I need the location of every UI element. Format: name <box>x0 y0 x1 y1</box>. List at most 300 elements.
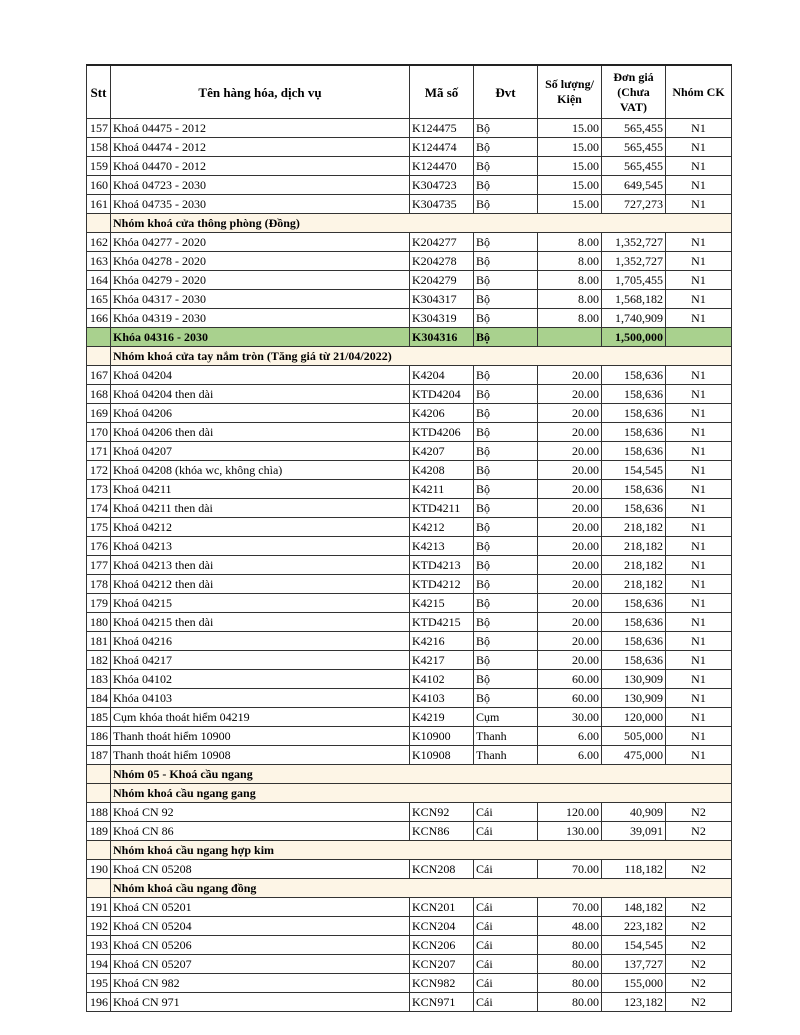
cell-group: N2 <box>666 974 732 993</box>
cell-group: N1 <box>666 195 732 214</box>
cell-name: Khoá 04204 <box>111 366 410 385</box>
table-row <box>87 993 732 1012</box>
cell-qty: 20.00 <box>538 613 602 632</box>
cell-name: Khoá 04212 then dài <box>111 575 410 594</box>
cell-name: Khóa 04277 - 2020 <box>111 233 410 252</box>
table-row <box>87 518 732 537</box>
cell-stt: 161 <box>87 195 111 214</box>
cell-code: KCN208 <box>410 860 474 879</box>
cell-qty: 8.00 <box>538 309 602 328</box>
cell-qty: 30.00 <box>538 708 602 727</box>
cell-name: Khóa 04103 <box>111 689 410 708</box>
table-row <box>87 632 732 651</box>
cell-unit: Bộ <box>474 689 538 708</box>
group-stt-cell <box>87 765 111 784</box>
cell-unit: Bộ <box>474 404 538 423</box>
cell-group: N2 <box>666 936 732 955</box>
cell-group: N1 <box>666 575 732 594</box>
cell-code: KCN204 <box>410 917 474 936</box>
cell-name: Khoá 04207 <box>111 442 410 461</box>
header-qty: Số lượng/ Kiện <box>538 65 602 119</box>
cell-name: Khoá CN 05206 <box>111 936 410 955</box>
cell-group: N1 <box>666 518 732 537</box>
cell-unit: Bộ <box>474 271 538 290</box>
cell-stt: 192 <box>87 917 111 936</box>
cell-qty: 20.00 <box>538 594 602 613</box>
cell-qty: 20.00 <box>538 404 602 423</box>
cell-unit: Cái <box>474 822 538 841</box>
cell-price: 118,182 <box>602 860 666 879</box>
cell-name: Khoá CN 982 <box>111 974 410 993</box>
table-row <box>87 537 732 556</box>
cell-group: N1 <box>666 556 732 575</box>
cell-qty: 20.00 <box>538 499 602 518</box>
cell-group: N1 <box>666 746 732 765</box>
cell-qty: 80.00 <box>538 993 602 1012</box>
group-stt-cell <box>87 879 111 898</box>
cell-price: 1,740,909 <box>602 309 666 328</box>
group-header-row <box>87 214 732 233</box>
cell-code: KCN206 <box>410 936 474 955</box>
table-row <box>87 613 732 632</box>
cell-code: K4216 <box>410 632 474 651</box>
table-row <box>87 385 732 404</box>
cell-qty: 20.00 <box>538 651 602 670</box>
cell-stt: 170 <box>87 423 111 442</box>
table-row <box>87 271 732 290</box>
cell-code: K304319 <box>410 309 474 328</box>
cell-code: KCN92 <box>410 803 474 822</box>
cell-stt: 186 <box>87 727 111 746</box>
cell-unit: Cái <box>474 993 538 1012</box>
cell-unit: Bộ <box>474 195 538 214</box>
cell-unit: Bộ <box>474 138 538 157</box>
cell-group: N1 <box>666 157 732 176</box>
cell-group: N1 <box>666 632 732 651</box>
cell-group: N1 <box>666 670 732 689</box>
cell-name: Khoá CN 05207 <box>111 955 410 974</box>
cell-name: Khóa 04279 - 2020 <box>111 271 410 290</box>
group-header-row <box>87 765 732 784</box>
cell-price: 154,545 <box>602 936 666 955</box>
cell-price: 218,182 <box>602 518 666 537</box>
cell-name: Khoá 04211 then dài <box>111 499 410 518</box>
cell-stt: 168 <box>87 385 111 404</box>
cell-stt: 182 <box>87 651 111 670</box>
cell-code: KTD4211 <box>410 499 474 518</box>
cell-qty: 130.00 <box>538 822 602 841</box>
cell-name: Khoá CN 05201 <box>111 898 410 917</box>
cell-stt: 174 <box>87 499 111 518</box>
cell-name: Khoá 04215 then dài <box>111 613 410 632</box>
table-row <box>87 746 732 765</box>
cell-unit: Cụm <box>474 708 538 727</box>
cell-stt: 166 <box>87 309 111 328</box>
cell-qty: 80.00 <box>538 955 602 974</box>
cell-price: 1,705,455 <box>602 271 666 290</box>
cell-price: 218,182 <box>602 556 666 575</box>
cell-price: 158,636 <box>602 499 666 518</box>
cell-stt: 165 <box>87 290 111 309</box>
cell-price: 158,636 <box>602 385 666 404</box>
table-row <box>87 138 732 157</box>
table-row <box>87 233 732 252</box>
cell-unit: Bộ <box>474 252 538 271</box>
cell-price: 218,182 <box>602 537 666 556</box>
group-stt-cell <box>87 347 111 366</box>
table-row <box>87 708 732 727</box>
cell-unit: Bộ <box>474 575 538 594</box>
cell-code: K124470 <box>410 157 474 176</box>
cell-stt <box>87 328 111 347</box>
cell-qty: 8.00 <box>538 233 602 252</box>
cell-price: 158,636 <box>602 366 666 385</box>
cell-price: 565,455 <box>602 138 666 157</box>
cell-name: Khoá 04213 <box>111 537 410 556</box>
cell-group: N1 <box>666 138 732 157</box>
cell-qty: 80.00 <box>538 936 602 955</box>
group-header-row <box>87 879 732 898</box>
cell-stt: 167 <box>87 366 111 385</box>
table-row <box>87 689 732 708</box>
cell-stt: 179 <box>87 594 111 613</box>
price-table <box>86 64 732 1012</box>
cell-unit: Bộ <box>474 670 538 689</box>
cell-code: K10908 <box>410 746 474 765</box>
cell-unit: Bộ <box>474 423 538 442</box>
cell-price: 565,455 <box>602 119 666 138</box>
table-row <box>87 898 732 917</box>
cell-code: K4215 <box>410 594 474 613</box>
cell-code: K4211 <box>410 480 474 499</box>
cell-stt: 171 <box>87 442 111 461</box>
cell-price: 123,182 <box>602 993 666 1012</box>
cell-qty: 8.00 <box>538 271 602 290</box>
cell-code: K4207 <box>410 442 474 461</box>
table-row <box>87 917 732 936</box>
cell-unit: Cái <box>474 955 538 974</box>
cell-group: N1 <box>666 727 732 746</box>
cell-code: K204278 <box>410 252 474 271</box>
cell-name: Khoá 04217 <box>111 651 410 670</box>
cell-unit: Bộ <box>474 556 538 575</box>
cell-name: Khoá 04475 - 2012 <box>111 119 410 138</box>
cell-qty: 20.00 <box>538 556 602 575</box>
cell-code: K204279 <box>410 271 474 290</box>
cell-price: 158,636 <box>602 423 666 442</box>
group-label: Nhóm 05 - Khoá cầu ngang <box>111 765 732 784</box>
cell-group: N2 <box>666 955 732 974</box>
cell-code: KTD4215 <box>410 613 474 632</box>
group-stt-cell <box>87 214 111 233</box>
price-list-sheet <box>86 64 731 1012</box>
cell-qty: 20.00 <box>538 575 602 594</box>
cell-price: 1,568,182 <box>602 290 666 309</box>
cell-code: K10900 <box>410 727 474 746</box>
table-row <box>87 651 732 670</box>
header-row <box>87 65 732 119</box>
cell-qty: 20.00 <box>538 385 602 404</box>
cell-stt: 176 <box>87 537 111 556</box>
cell-price: 40,909 <box>602 803 666 822</box>
cell-name: Khóa 04278 - 2020 <box>111 252 410 271</box>
cell-price: 649,545 <box>602 176 666 195</box>
cell-group: N1 <box>666 271 732 290</box>
cell-name: Khóa 04317 - 2030 <box>111 290 410 309</box>
cell-code: K4103 <box>410 689 474 708</box>
cell-qty: 20.00 <box>538 518 602 537</box>
group-label: Nhóm khoá cửa tay nắm tròn (Tăng giá từ 21/04/2022) <box>111 347 732 366</box>
cell-unit: Thanh <box>474 746 538 765</box>
group-header-row <box>87 784 732 803</box>
cell-unit: Bộ <box>474 119 538 138</box>
cell-code: K124474 <box>410 138 474 157</box>
cell-group: N2 <box>666 822 732 841</box>
cell-unit: Cái <box>474 898 538 917</box>
cell-price: 158,636 <box>602 632 666 651</box>
cell-qty: 60.00 <box>538 689 602 708</box>
cell-stt: 180 <box>87 613 111 632</box>
cell-name: Khoá 04474 - 2012 <box>111 138 410 157</box>
group-stt-cell <box>87 841 111 860</box>
cell-code: K204277 <box>410 233 474 252</box>
cell-price: 137,727 <box>602 955 666 974</box>
cell-name: Khoá 04213 then dài <box>111 556 410 575</box>
group-header-row <box>87 347 732 366</box>
cell-price: 158,636 <box>602 404 666 423</box>
cell-group: N1 <box>666 423 732 442</box>
cell-stt: 175 <box>87 518 111 537</box>
table-row <box>87 803 732 822</box>
cell-price: 1,352,727 <box>602 233 666 252</box>
cell-group: N2 <box>666 993 732 1012</box>
cell-code: K304316 <box>410 328 474 347</box>
table-row <box>87 670 732 689</box>
cell-unit: Bộ <box>474 366 538 385</box>
cell-price: 1,500,000 <box>602 328 666 347</box>
cell-stt: 181 <box>87 632 111 651</box>
cell-qty: 15.00 <box>538 119 602 138</box>
cell-code: K304735 <box>410 195 474 214</box>
table-row <box>87 461 732 480</box>
cell-group: N2 <box>666 898 732 917</box>
cell-code: KCN207 <box>410 955 474 974</box>
cell-code: K4102 <box>410 670 474 689</box>
cell-unit: Cái <box>474 803 538 822</box>
cell-name: Khoá CN 92 <box>111 803 410 822</box>
cell-price: 475,000 <box>602 746 666 765</box>
cell-name: Cụm khóa thoát hiểm 04219 <box>111 708 410 727</box>
cell-code: KTD4213 <box>410 556 474 575</box>
cell-stt: 159 <box>87 157 111 176</box>
cell-code: K4204 <box>410 366 474 385</box>
cell-group: N1 <box>666 594 732 613</box>
table-row <box>87 822 732 841</box>
cell-unit: Cái <box>474 974 538 993</box>
cell-group: N1 <box>666 499 732 518</box>
cell-name: Khoá 04206 <box>111 404 410 423</box>
cell-code: K124475 <box>410 119 474 138</box>
cell-stt: 177 <box>87 556 111 575</box>
table-row <box>87 575 732 594</box>
cell-price: 130,909 <box>602 670 666 689</box>
cell-code: K4208 <box>410 461 474 480</box>
cell-unit: Bộ <box>474 290 538 309</box>
cell-code: K4217 <box>410 651 474 670</box>
cell-name: Khoá 04208 (khóa wc, không chìa) <box>111 461 410 480</box>
cell-code: KTD4204 <box>410 385 474 404</box>
cell-group: N1 <box>666 290 732 309</box>
cell-qty: 8.00 <box>538 290 602 309</box>
cell-stt: 188 <box>87 803 111 822</box>
cell-qty: 80.00 <box>538 974 602 993</box>
table-row <box>87 727 732 746</box>
cell-qty: 70.00 <box>538 898 602 917</box>
group-label: Nhóm khoá cầu ngang gang <box>111 784 732 803</box>
table-row <box>87 119 732 138</box>
cell-name: Thanh thoát hiểm 10900 <box>111 727 410 746</box>
cell-qty: 15.00 <box>538 176 602 195</box>
cell-qty: 120.00 <box>538 803 602 822</box>
cell-qty: 60.00 <box>538 670 602 689</box>
cell-group <box>666 328 732 347</box>
cell-stt: 189 <box>87 822 111 841</box>
cell-stt: 196 <box>87 993 111 1012</box>
cell-code: K4213 <box>410 537 474 556</box>
cell-name: Khoá 04723 - 2030 <box>111 176 410 195</box>
group-header-row <box>87 841 732 860</box>
cell-unit: Bộ <box>474 385 538 404</box>
cell-price: 1,352,727 <box>602 252 666 271</box>
table-row <box>87 556 732 575</box>
cell-group: N1 <box>666 651 732 670</box>
cell-code: K304317 <box>410 290 474 309</box>
group-label: Nhóm khoá cầu ngang đồng <box>111 879 732 898</box>
cell-unit: Cái <box>474 860 538 879</box>
cell-price: 727,273 <box>602 195 666 214</box>
cell-code: KCN86 <box>410 822 474 841</box>
cell-stt: 191 <box>87 898 111 917</box>
cell-price: 158,636 <box>602 480 666 499</box>
cell-qty: 15.00 <box>538 195 602 214</box>
cell-qty <box>538 328 602 347</box>
cell-qty: 20.00 <box>538 423 602 442</box>
cell-code: KCN971 <box>410 993 474 1012</box>
table-row <box>87 480 732 499</box>
cell-code: K4212 <box>410 518 474 537</box>
cell-stt: 190 <box>87 860 111 879</box>
cell-group: N1 <box>666 404 732 423</box>
cell-unit: Bộ <box>474 499 538 518</box>
table-row <box>87 594 732 613</box>
cell-qty: 15.00 <box>538 157 602 176</box>
cell-stt: 184 <box>87 689 111 708</box>
cell-unit: Bộ <box>474 613 538 632</box>
cell-price: 155,000 <box>602 974 666 993</box>
table-row <box>87 157 732 176</box>
cell-unit: Thanh <box>474 727 538 746</box>
table-body <box>87 119 732 1012</box>
cell-group: N1 <box>666 537 732 556</box>
cell-stt: 163 <box>87 252 111 271</box>
table-row <box>87 252 732 271</box>
cell-qty: 6.00 <box>538 727 602 746</box>
cell-unit: Bộ <box>474 651 538 670</box>
cell-name: Thanh thoát hiểm 10908 <box>111 746 410 765</box>
cell-group: N1 <box>666 366 732 385</box>
cell-price: 565,455 <box>602 157 666 176</box>
cell-stt: 172 <box>87 461 111 480</box>
cell-qty: 20.00 <box>538 537 602 556</box>
cell-qty: 20.00 <box>538 366 602 385</box>
table-row <box>87 936 732 955</box>
highlighted-row <box>87 328 732 347</box>
cell-code: K4219 <box>410 708 474 727</box>
table-row <box>87 290 732 309</box>
cell-unit: Bộ <box>474 176 538 195</box>
header-price: Đơn giá (Chưa VAT) <box>602 65 666 119</box>
cell-qty: 15.00 <box>538 138 602 157</box>
cell-price: 158,636 <box>602 442 666 461</box>
header-stt: Stt <box>87 65 111 119</box>
cell-unit: Bộ <box>474 157 538 176</box>
cell-unit: Cái <box>474 917 538 936</box>
header-name: Tên hàng hóa, dịch vụ <box>111 65 410 119</box>
table-row <box>87 366 732 385</box>
cell-group: N2 <box>666 803 732 822</box>
cell-name: Khóa 04102 <box>111 670 410 689</box>
group-stt-cell <box>87 784 111 803</box>
cell-name: Khoá 04470 - 2012 <box>111 157 410 176</box>
cell-group: N1 <box>666 233 732 252</box>
cell-unit: Bộ <box>474 632 538 651</box>
cell-unit: Bộ <box>474 461 538 480</box>
cell-unit: Bộ <box>474 233 538 252</box>
cell-stt: 169 <box>87 404 111 423</box>
cell-group: N1 <box>666 708 732 727</box>
header-unit: Đvt <box>474 65 538 119</box>
table-row <box>87 860 732 879</box>
group-label: Nhóm khoá cửa thông phòng (Đồng) <box>111 214 732 233</box>
cell-group: N1 <box>666 442 732 461</box>
cell-code: K4206 <box>410 404 474 423</box>
cell-qty: 6.00 <box>538 746 602 765</box>
cell-name: Khoá 04206 then dài <box>111 423 410 442</box>
cell-qty: 20.00 <box>538 480 602 499</box>
cell-code: KTD4212 <box>410 575 474 594</box>
cell-price: 148,182 <box>602 898 666 917</box>
header-code: Mã số <box>410 65 474 119</box>
cell-unit: Bộ <box>474 537 538 556</box>
cell-unit: Bộ <box>474 480 538 499</box>
cell-name: Khoá 04735 - 2030 <box>111 195 410 214</box>
cell-stt: 158 <box>87 138 111 157</box>
cell-group: N1 <box>666 461 732 480</box>
cell-group: N2 <box>666 917 732 936</box>
group-label: Nhóm khoá cầu ngang hợp kim <box>111 841 732 860</box>
cell-price: 223,182 <box>602 917 666 936</box>
cell-price: 158,636 <box>602 613 666 632</box>
cell-group: N1 <box>666 119 732 138</box>
cell-unit: Bộ <box>474 328 538 347</box>
table-row <box>87 955 732 974</box>
table-row <box>87 974 732 993</box>
cell-price: 505,000 <box>602 727 666 746</box>
cell-stt: 162 <box>87 233 111 252</box>
cell-price: 39,091 <box>602 822 666 841</box>
cell-name: Khoá 04211 <box>111 480 410 499</box>
cell-name: Khoá CN 05204 <box>111 917 410 936</box>
